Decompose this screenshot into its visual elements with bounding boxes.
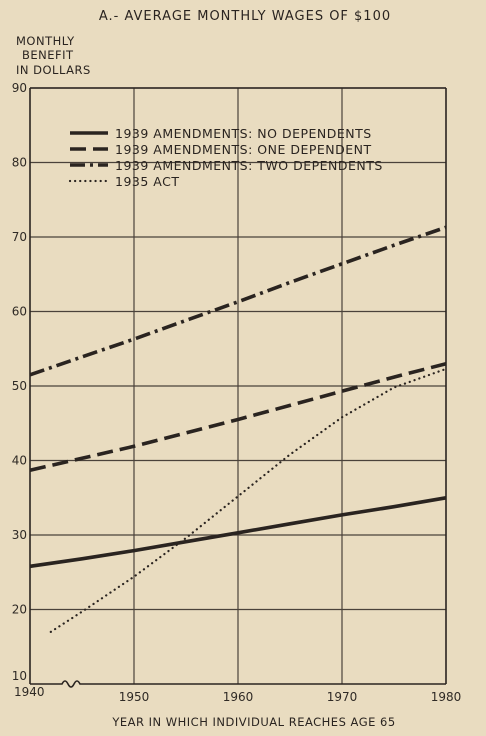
chart-title: A.- AVERAGE MONTHLY WAGES OF $100: [98, 9, 392, 24]
y-tick-label-20: 20: [11, 602, 27, 617]
x-tick-label-1940: 1940: [14, 685, 45, 699]
legend-label-1: 1939 AMENDMENTS: NO DEPENDENTS: [115, 126, 372, 141]
y-tick-label-60: 60: [11, 304, 27, 319]
x-tick-label-1980: 1980: [430, 690, 462, 704]
y-tick-label-40: 40: [11, 453, 27, 468]
y-tick-label-50: 50: [11, 379, 27, 393]
legend-label-2: 1939 AMENDMENTS: ONE DEPENDENT: [115, 142, 372, 157]
y-tick-label-30: 30: [11, 528, 27, 542]
y-axis-title-line-2: BENEFIT: [22, 48, 74, 62]
x-tick-label-1960: 1960: [222, 690, 254, 704]
x-tick-label-1970: 1970: [326, 690, 358, 704]
legend-label-3: 1939 AMENDMENTS: TWO DEPENDENTS: [115, 158, 383, 173]
y-axis-title-line-1: MONTHLY: [16, 34, 75, 48]
x-axis-title: YEAR IN WHICH INDIVIDUAL REACHES AGE 65: [112, 715, 396, 729]
y-tick-label-70: 70: [11, 230, 27, 244]
y-tick-label-80: 80: [11, 155, 27, 170]
y-tick-label-10: 10: [11, 669, 27, 683]
x-tick-label-1950: 1950: [118, 690, 150, 704]
y-tick-label-90: 90: [11, 81, 27, 95]
y-axis-title-line-3: IN DOLLARS: [16, 63, 91, 77]
legend-label-4: 1935 ACT: [115, 174, 180, 189]
